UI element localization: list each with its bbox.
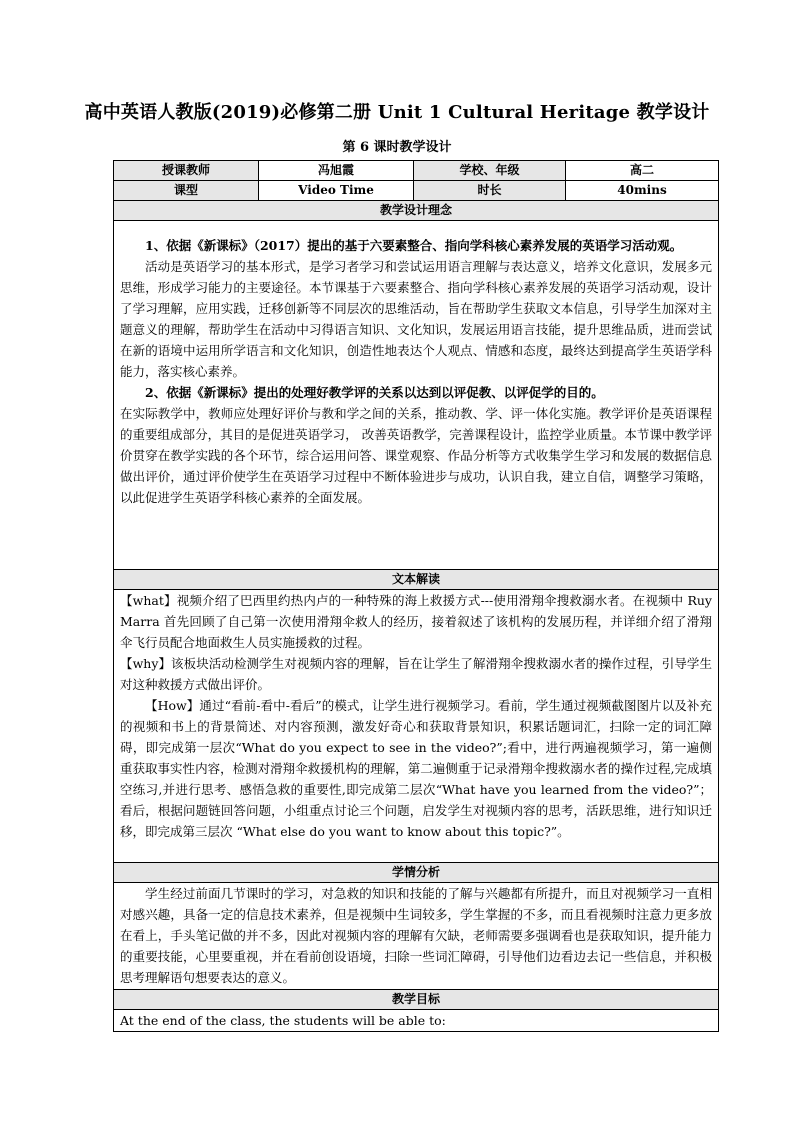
section-heading-goals: 教学目标: [114, 990, 719, 1010]
section-heading-concept: 教学设计理念: [114, 201, 719, 221]
students-analysis-body: [114, 883, 719, 990]
teacher-value: 冯旭霞: [259, 161, 414, 181]
text-why: 【why】该板块活动检测学生对视频内容的理解，旨在让学生了解滑翔伞搜救溺水者的操作过程，引导学生对这种救援方式做出评价。: [120, 656, 712, 692]
text-what: 【what】视频介绍了巴西里约热内卢的一种特殊的海上救援方式---使用滑翔伞搜救溺水者。在视频中 Ruy Marra 首先回顾了自己第一次使用滑翔伞救人的经历，接着叙述了该机构的发展历程，并详细介绍了滑翔伞飞行员配合地面救生人员实施援救的过程。: [120, 593, 712, 650]
school-label: 学校、年级: [414, 161, 566, 181]
section-heading-text: 文本解读: [114, 570, 719, 590]
students-paragraph: 学生经过前面几节课时的学习，对急救的知识和技能的了解与兴趣都有所提升，而且对视频学习一直相对感兴趣，具备一定的信息技术素养，但是视频中生词较多，学生掌握的不多，而且看视频时注意力更多放在看上，手头笔记做的并不多，因此对视频内容的理解有欠缺，老师需要多强调看也是获取知识，提升能力的重要技能，心里要重视，并在看前创设语境，扫除一些词汇障碍，引导他们边看边去记一些信息，并积极思考理解语句想要表达的意义。: [120, 886, 712, 985]
text-how: 【How】通过“看前-看中-看后”的模式，让学生进行视频学习。看前，学生通过视频截图图片以及补充的视频和书上的背景简述、对内容预测，激发好奇心和获取背景知识，积累话题词汇，扫除一定的词汇障碍，即完成第一层次“What do you expect to see in the video?”;看中，进行两遍视频学习，第一遍侧重获取事实性内容，检测对滑翔伞救援机构的理解，第二遍侧重于记录滑翔伞搜救溺水者的操作过程,完成填空练习,并进行思考、感悟急救的重要性,即完成第二层次“What have you learned from the video?”；看后，根据问题链回答问题，小组重点讨论三个问题，启发学生对视频内容的思考，活跃思维，进行知识迁移，即完成第三层次 “What else do you want to know about this topic?”。: [120, 698, 712, 839]
section-heading-students: 学情分析: [114, 863, 719, 883]
type-label: 课型: [114, 181, 259, 201]
lesson-design-table: [113, 160, 719, 1032]
duration-label: 时长: [414, 181, 566, 201]
concept-body: [114, 221, 719, 570]
text-analysis-body: [114, 590, 719, 863]
school-value: 高二: [566, 161, 719, 181]
type-value: Video Time: [259, 181, 414, 201]
concept-paragraph-2: 在实际教学中，教师应处理好评价与教和学之间的关系，推动教、学、评一体化实施。教学评价是英语课程的重要组成部分，其目的是促进英语学习， 改善英语教学，完善课程设计，监控学业质量。本节课中教学评价贯穿在教学实践的各个环节，综合运用问答、课堂观察、作品分析等方式收集学生学习和发展的数据信息做出评价，通过评价使学生在英语学习过程中不断体验进步与成功，认识自我，建立自信，调整学习策略，以此促进学生英语学科核心素养的全面发展。: [120, 406, 712, 505]
duration-value: 40mins: [566, 181, 719, 201]
concept-paragraph-1: 活动是英语学习的基本形式，是学习者学习和尝试运用语言理解与表达意义，培养文化意识，发展多元思维，形成学习能力的主要途径。本节课基于六要素整合、指向学科核心素养发展的英语学习活动观，设计了学习理解，应用实践，迁移创新等不同层次的思维活动，旨在帮助学生获取文本信息，引导学生加深对主题意义的理解，帮助学生在活动中习得语言知识、文化知识，发展运用语言技能，提升思维品质，进而尝试在新的语境中运用所学语言和文化知识，创造性地表达个人观点、情感和态度，最终达到提高学生英语学科能力，落实核心素养。: [120, 259, 712, 379]
info-row-teacher: [114, 161, 719, 181]
document-title: 高中英语人教版(2019)必修第二册 Unit 1 Cultural Heritage 教学设计: [84, 102, 710, 123]
concept-point-2: 2、依据《新课标》提出的处理好教学评的关系以达到以评促教、以评促学的目的。: [145, 385, 604, 400]
goals-intro: At the end of the class, the students will be able to:: [120, 1013, 446, 1028]
concept-point-1: 1、依据《新课标》（2017）提出的基于六要素整合、指向学科核心素养发展的英语学习活动观。: [145, 238, 683, 253]
teacher-label: 授课教师: [114, 161, 259, 181]
lesson-subtitle: 第 6 课时教学设计: [342, 140, 452, 155]
info-row-type: [114, 181, 719, 201]
goals-body: [114, 1010, 719, 1032]
